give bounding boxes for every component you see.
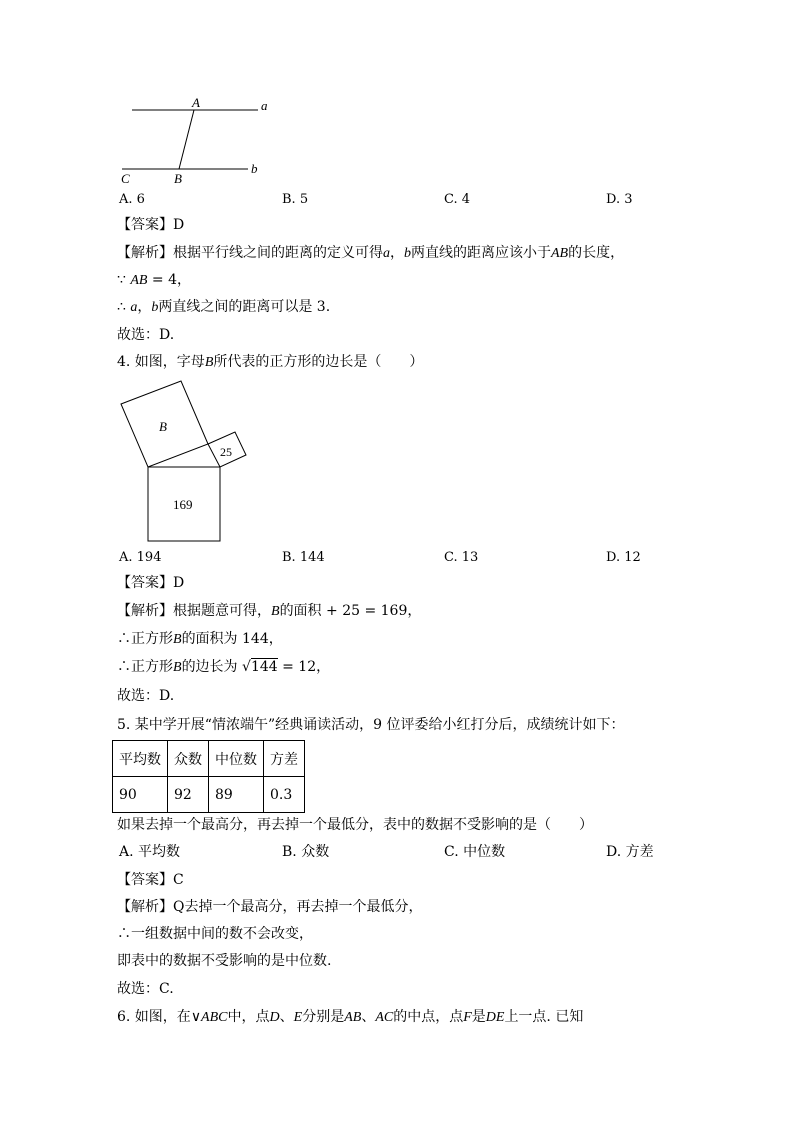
text: 6. 如图，在 bbox=[117, 1009, 191, 1025]
q3-conclusion: 故选：D. bbox=[117, 327, 175, 343]
segment-ab bbox=[179, 110, 194, 169]
q4-option-b: B. 144 bbox=[282, 550, 325, 565]
stats-table bbox=[112, 740, 305, 813]
q4-stem bbox=[117, 353, 423, 372]
text: = 12， bbox=[277, 659, 331, 675]
parallel-lines-figure bbox=[115, 95, 285, 190]
q3-analysis-line-1 bbox=[117, 244, 624, 263]
q5-option-a: A. 平均数 bbox=[119, 844, 181, 860]
text: 的长度， bbox=[568, 245, 625, 261]
text: ∵ bbox=[117, 272, 131, 288]
header-mean: 平均数 bbox=[113, 741, 168, 777]
var-B: B bbox=[173, 632, 182, 647]
header-variance: 方差 bbox=[264, 741, 305, 777]
label-C: C bbox=[121, 171, 130, 186]
value-variance: 0.3 bbox=[264, 777, 305, 813]
var-a: a bbox=[130, 300, 138, 315]
text: ， bbox=[137, 299, 152, 315]
q5-answer: 【答案】C bbox=[117, 872, 184, 888]
text: 的中点，点 bbox=[393, 1009, 464, 1025]
q4-analysis-line-3 bbox=[117, 658, 330, 677]
text: 上一点. 已知 bbox=[504, 1009, 584, 1025]
q3-option-c: C. 4 bbox=[444, 192, 471, 207]
text: = 4， bbox=[147, 272, 192, 288]
text: 【解析】根据平行线之间的距离的定义可得 bbox=[117, 245, 383, 261]
q5-option-c: C. 中位数 bbox=[444, 844, 506, 860]
label-B: B bbox=[159, 419, 167, 434]
var-AC: AC bbox=[375, 1010, 394, 1025]
text: 分别是 bbox=[302, 1009, 345, 1025]
var-B: B bbox=[271, 604, 280, 619]
label-25: 25 bbox=[220, 445, 232, 459]
var-b: b bbox=[151, 300, 159, 315]
var-a: a bbox=[383, 246, 390, 261]
value-median: 89 bbox=[209, 777, 264, 813]
squares-figure bbox=[118, 378, 253, 546]
q4-option-d: D. 12 bbox=[606, 550, 641, 565]
triangle-abc: ∨ABC bbox=[190, 1010, 228, 1025]
q4-option-a: A. 194 bbox=[119, 550, 162, 565]
text: 所代表的正方形的边长是（ ） bbox=[213, 354, 424, 370]
header-mode: 众数 bbox=[168, 741, 209, 777]
text: 【解析】根据题意可得， bbox=[117, 603, 271, 619]
label-b: b bbox=[251, 161, 258, 176]
var-b: b bbox=[404, 246, 411, 261]
q3-analysis-line-3 bbox=[117, 298, 330, 317]
sqrt-sign: √ bbox=[242, 659, 251, 675]
q5-analysis-line-3: 即表中的数据不受影响的是中位数. bbox=[117, 953, 332, 969]
radicand: 144 bbox=[250, 659, 278, 675]
var-B: B bbox=[173, 660, 182, 675]
q4-option-c: C. 13 bbox=[444, 550, 479, 565]
q5-analysis-line-2: ∴一组数据中间的数不会改变， bbox=[117, 926, 313, 942]
text: 是 bbox=[471, 1009, 486, 1025]
text: 的边长为 bbox=[181, 659, 243, 675]
text: 4. 如图，字母 bbox=[117, 354, 205, 370]
text: ， bbox=[390, 245, 404, 261]
text: 、 bbox=[361, 1009, 376, 1025]
q3-option-a: A. 6 bbox=[119, 192, 145, 207]
label-B: B bbox=[174, 171, 182, 186]
q5-option-b: B. 众数 bbox=[282, 844, 330, 860]
q5-conclusion: 故选：C. bbox=[117, 981, 174, 997]
q5-option-d: D. 方差 bbox=[606, 844, 654, 860]
var-AB: AB bbox=[344, 1010, 362, 1025]
text: 、 bbox=[279, 1009, 294, 1025]
label-169: 169 bbox=[173, 497, 193, 512]
q5-stem: 5. 某中学开展“情浓端午”经典诵读活动，9 位评委给小红打分后，成绩统计如下： bbox=[117, 717, 625, 733]
q6-stem bbox=[117, 1008, 583, 1027]
text: 中，点 bbox=[227, 1009, 270, 1025]
q4-analysis-line-2 bbox=[117, 630, 283, 649]
text: 的面积 + 25 = 169， bbox=[279, 603, 422, 619]
var-F: F bbox=[463, 1010, 472, 1025]
q4-answer: 【答案】D bbox=[117, 575, 185, 591]
text: 两直线的距离应该小于 bbox=[411, 245, 551, 261]
label-A: A bbox=[192, 95, 200, 110]
table-row bbox=[113, 777, 305, 813]
var-ab: AB bbox=[551, 246, 569, 261]
label-a: a bbox=[261, 98, 268, 113]
text: ∴正方形 bbox=[117, 659, 173, 675]
value-mode: 92 bbox=[168, 777, 209, 813]
text: ∴ bbox=[117, 299, 131, 315]
q3-analysis-line-2 bbox=[117, 271, 191, 290]
text: ∴正方形 bbox=[117, 631, 173, 647]
value-mean: 90 bbox=[113, 777, 168, 813]
q5-question: 如果去掉一个最高分，再去掉一个最低分，表中的数据不受影响的是（ ） bbox=[117, 817, 593, 833]
q3-option-d: D. 3 bbox=[606, 192, 633, 207]
q4-conclusion: 故选：D. bbox=[117, 688, 175, 704]
var-DE: DE bbox=[485, 1010, 505, 1025]
var-D: D bbox=[269, 1010, 280, 1025]
text: 两直线之间的距离可以是 3. bbox=[158, 299, 331, 315]
q3-option-b: B. 5 bbox=[282, 192, 309, 207]
header-median: 中位数 bbox=[209, 741, 264, 777]
var-ab: AB bbox=[130, 273, 148, 288]
q3-answer: 【答案】D bbox=[117, 217, 185, 233]
var-E: E bbox=[293, 1010, 303, 1025]
q4-analysis-line-1 bbox=[117, 602, 421, 621]
var-B: B bbox=[204, 355, 214, 370]
table-header-row bbox=[113, 741, 305, 777]
text: 的面积为 144， bbox=[181, 631, 283, 647]
q5-analysis-line-1: 【解析】Q去掉一个最高分，再去掉一个最低分， bbox=[117, 899, 423, 915]
